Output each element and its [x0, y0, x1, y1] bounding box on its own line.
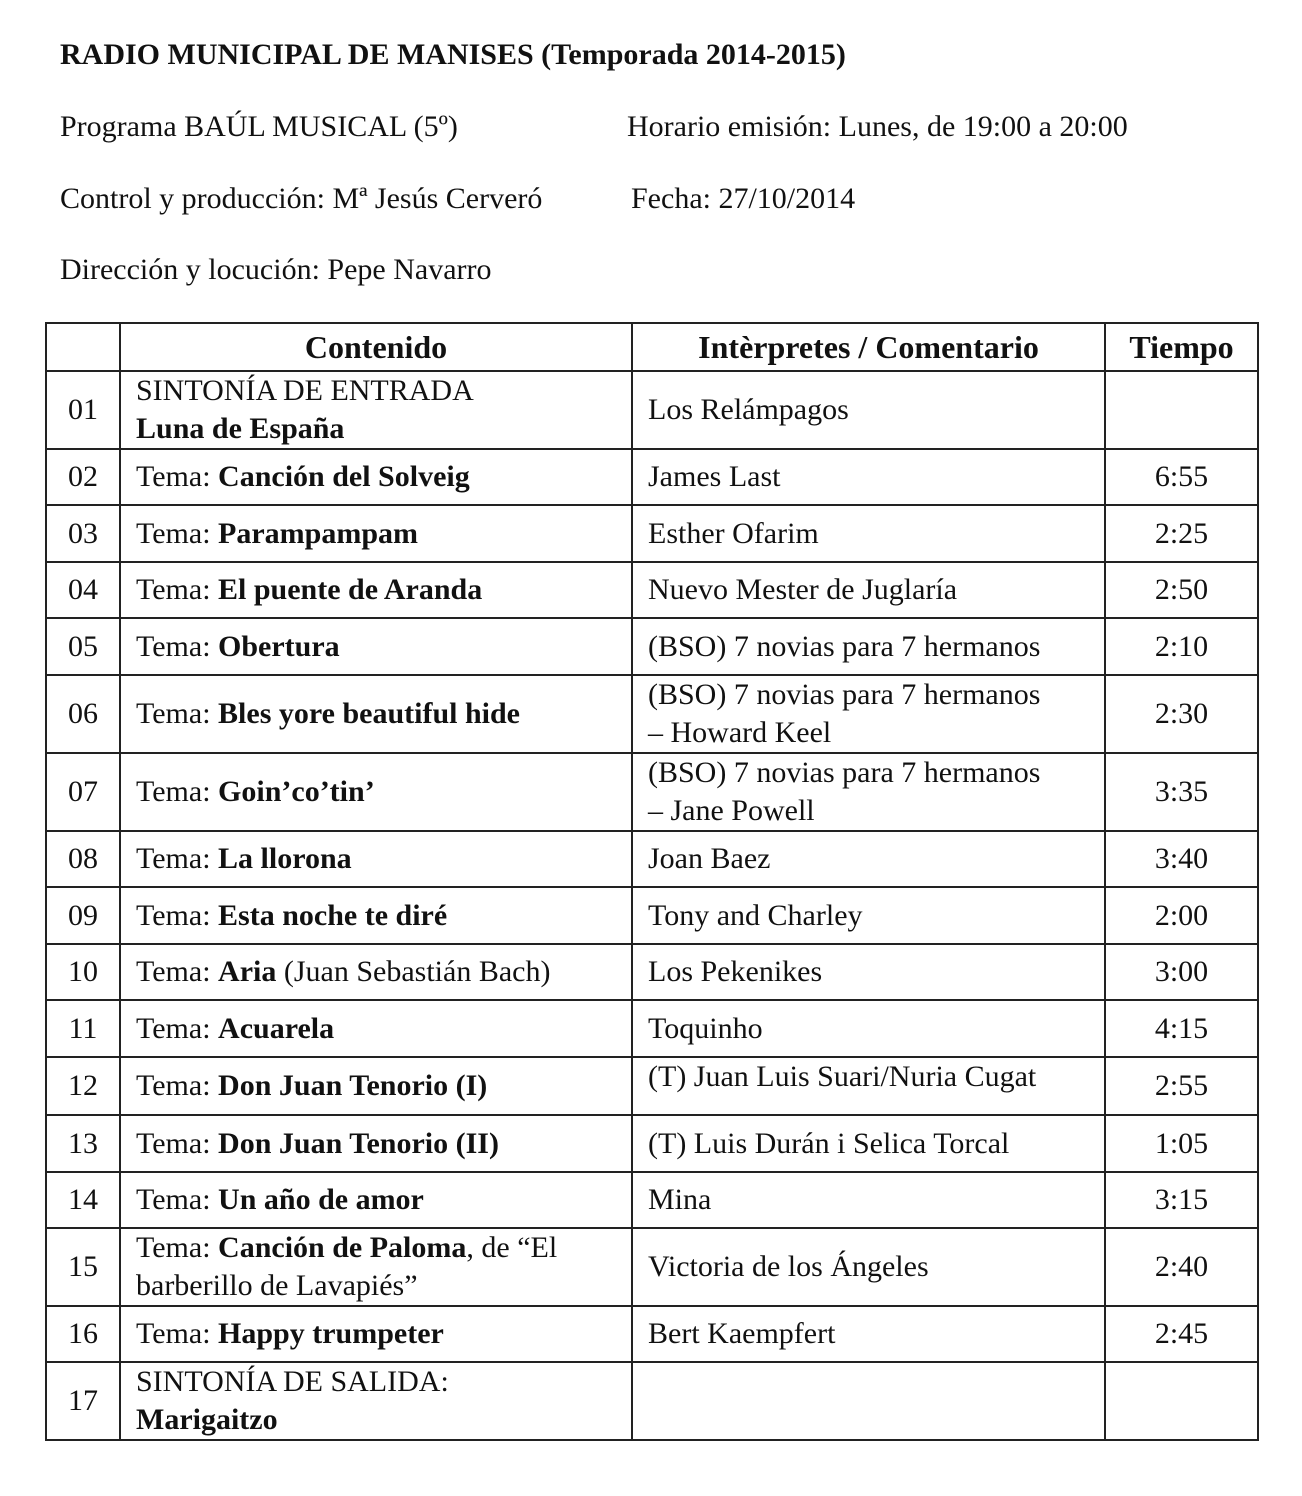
contenido-suffix: , de “El barberillo de Lavapiés” — [136, 1231, 565, 1302]
row-contenido — [120, 618, 632, 675]
header-contenido: Contenido — [120, 323, 632, 371]
row-interpretes — [632, 753, 1105, 831]
contenido-prefix: Tema: — [136, 573, 219, 606]
fecha-text: Fecha: 27/10/2014 — [631, 182, 856, 215]
contenido-title: Don Juan Tenorio (I) — [218, 1069, 488, 1102]
contenido-title: El puente de Aranda — [218, 573, 483, 606]
row-number: 04 — [46, 562, 120, 618]
row-tiempo: 2:30 — [1105, 675, 1258, 753]
row-tiempo: 6:55 — [1105, 449, 1258, 505]
table-row — [46, 675, 1258, 753]
programa-text: Programa BAÚL MUSICAL (5º) — [60, 110, 458, 143]
row-contenido — [120, 1362, 632, 1440]
row-contenido — [120, 753, 632, 831]
contenido-suffix: (Juan Sebastián Bach) — [276, 955, 551, 988]
table-row — [46, 831, 1258, 887]
interpretes-line-1: (BSO) 7 novias para 7 hermanos — [648, 629, 1041, 663]
contenido-title: Parampampam — [218, 516, 419, 550]
contenido-title: Happy trumpeter — [218, 1317, 444, 1350]
table-row — [46, 562, 1258, 618]
direccion-text: Dirección y locución: Pepe Navarro — [60, 253, 492, 286]
row-interpretes — [632, 562, 1105, 618]
row-interpretes — [632, 831, 1105, 887]
table-row — [46, 1115, 1258, 1172]
interpretes-line-1: James Last — [648, 460, 781, 493]
table-row — [46, 1172, 1258, 1228]
row-tiempo: 3:15 — [1105, 1172, 1258, 1228]
horario-text: Horario emisión: Lunes, de 19:00 a 20:00 — [627, 110, 1128, 143]
row-number: 05 — [46, 618, 120, 675]
contenido-title: Marigaitzo — [136, 1403, 278, 1436]
contenido-prefix: Tema: — [136, 1011, 219, 1045]
row-tiempo — [1105, 1362, 1258, 1440]
contenido-prefix: Tema: — [136, 898, 219, 932]
programa-line — [60, 110, 1128, 143]
contenido-prefix: Tema: — [136, 1231, 219, 1264]
interpretes-line-1: Mina — [648, 1183, 712, 1216]
table-row — [46, 1362, 1258, 1440]
row-interpretes — [632, 449, 1105, 505]
row-number: 10 — [46, 944, 120, 1000]
contenido-prefix: Tema: — [136, 1126, 219, 1160]
interpretes-line-1: Victoria de los Ángeles — [648, 1250, 929, 1283]
row-number: 13 — [46, 1115, 120, 1172]
table-row — [46, 753, 1258, 831]
row-tiempo: 4:15 — [1105, 1000, 1258, 1057]
contenido-title: Acuarela — [218, 1011, 335, 1045]
interpretes-line-2: – Howard Keel — [648, 716, 832, 749]
row-number: 14 — [46, 1172, 120, 1228]
row-tiempo: 3:35 — [1105, 753, 1258, 831]
header-num — [46, 323, 120, 371]
row-tiempo: 2:10 — [1105, 618, 1258, 675]
row-number: 08 — [46, 831, 120, 887]
contenido-title: Luna de España — [136, 412, 345, 445]
schedule-table — [45, 322, 1259, 1441]
contenido-prefix: Tema: — [136, 955, 219, 988]
table-row — [46, 887, 1258, 944]
row-contenido — [120, 562, 632, 618]
row-interpretes — [632, 675, 1105, 753]
row-tiempo: 2:00 — [1105, 887, 1258, 944]
contenido-title: Aria — [218, 955, 277, 988]
contenido-prefix: SINTONÍA DE ENTRADA — [136, 374, 474, 407]
row-interpretes — [632, 1172, 1105, 1228]
row-number: 01 — [46, 371, 120, 449]
row-contenido — [120, 1115, 632, 1172]
contenido-prefix: Tema: — [136, 1069, 219, 1102]
row-interpretes — [632, 371, 1105, 449]
table-row — [46, 1057, 1258, 1115]
contenido-title: Canción del Solveig — [218, 460, 470, 493]
row-number: 12 — [46, 1057, 120, 1115]
interpretes-line-1: (BSO) 7 novias para 7 hermanos — [648, 678, 1041, 711]
contenido-title: Obertura — [218, 629, 340, 663]
row-tiempo: 2:55 — [1105, 1057, 1258, 1115]
table-row — [46, 618, 1258, 675]
table-header-row — [46, 323, 1258, 371]
table-row — [46, 1228, 1258, 1306]
row-contenido — [120, 831, 632, 887]
row-number: 16 — [46, 1306, 120, 1362]
contenido-prefix: Tema: — [136, 460, 219, 493]
row-contenido — [120, 505, 632, 562]
interpretes-line-1: Los Relámpagos — [648, 393, 849, 426]
row-contenido — [120, 1172, 632, 1228]
interpretes-line-1: (T) Juan Luis Suari/Nuria Cugat — [648, 1060, 1037, 1093]
row-number: 17 — [46, 1362, 120, 1440]
interpretes-line-1: (BSO) 7 novias para 7 hermanos — [648, 756, 1041, 789]
contenido-title: Bles yore beautiful hide — [218, 697, 520, 730]
row-interpretes — [632, 1115, 1105, 1172]
contenido-title: Goin’co’tin’ — [218, 775, 375, 808]
row-tiempo: 1:05 — [1105, 1115, 1258, 1172]
contenido-prefix: Tema: — [136, 697, 219, 730]
row-number: 02 — [46, 449, 120, 505]
row-tiempo: 2:50 — [1105, 562, 1258, 618]
row-number: 06 — [46, 675, 120, 753]
document-title: RADIO MUNICIPAL DE MANISES (Temporada 2014-2015) — [60, 38, 846, 71]
interpretes-line-1: Bert Kaempfert — [648, 1317, 836, 1350]
interpretes-line-1: (T) Luis Durán i Selica Torcal — [648, 1126, 1010, 1160]
row-interpretes — [632, 618, 1105, 675]
row-tiempo — [1105, 371, 1258, 449]
table-row — [46, 371, 1258, 449]
row-contenido — [120, 449, 632, 505]
row-interpretes — [632, 1362, 1105, 1440]
row-contenido — [120, 944, 632, 1000]
row-number: 11 — [46, 1000, 120, 1057]
row-contenido — [120, 887, 632, 944]
row-interpretes — [632, 505, 1105, 562]
interpretes-line-1: Los Pekenikes — [648, 955, 823, 988]
row-interpretes — [632, 1000, 1105, 1057]
row-contenido — [120, 1057, 632, 1115]
contenido-prefix: Tema: — [136, 842, 219, 875]
interpretes-line-1: Nuevo Mester de Juglaría — [648, 573, 958, 606]
contenido-prefix: Tema: — [136, 516, 219, 550]
contenido-title: La llorona — [218, 842, 352, 875]
table-row — [46, 1000, 1258, 1057]
row-tiempo: 2:25 — [1105, 505, 1258, 562]
interpretes-line-1: Esther Ofarim — [648, 516, 819, 550]
contenido-title: Canción de Paloma — [218, 1231, 467, 1264]
row-interpretes — [632, 887, 1105, 944]
row-number: 15 — [46, 1228, 120, 1306]
row-number: 09 — [46, 887, 120, 944]
row-interpretes — [632, 944, 1105, 1000]
contenido-prefix: SINTONÍA DE SALIDA: — [136, 1365, 449, 1398]
table-row — [46, 1306, 1258, 1362]
row-tiempo: 3:40 — [1105, 831, 1258, 887]
row-interpretes — [632, 1228, 1105, 1306]
contenido-prefix: Tema: — [136, 1317, 219, 1350]
row-contenido — [120, 1306, 632, 1362]
row-tiempo: 3:00 — [1105, 944, 1258, 1000]
interpretes-line-1: Tony and Charley — [648, 898, 863, 932]
row-number: 07 — [46, 753, 120, 831]
row-contenido — [120, 1000, 632, 1057]
contenido-prefix: Tema: — [136, 1183, 219, 1216]
control-line — [60, 182, 856, 215]
table-row — [46, 449, 1258, 505]
table-row — [46, 944, 1258, 1000]
header-tiempo: Tiempo — [1105, 323, 1258, 371]
row-contenido — [120, 1228, 632, 1306]
row-tiempo: 2:45 — [1105, 1306, 1258, 1362]
control-text: Control y producción: Mª Jesús Cerveró — [60, 182, 543, 215]
interpretes-line-1: Joan Baez — [648, 842, 771, 875]
contenido-title: Un año de amor — [218, 1183, 424, 1216]
interpretes-line-1: Toquinho — [648, 1011, 763, 1045]
contenido-prefix: Tema: — [136, 775, 219, 808]
interpretes-line-2: – Jane Powell — [648, 794, 815, 827]
row-interpretes — [632, 1057, 1105, 1115]
row-interpretes — [632, 1306, 1105, 1362]
table-row — [46, 505, 1258, 562]
row-number: 03 — [46, 505, 120, 562]
row-tiempo: 2:40 — [1105, 1228, 1258, 1306]
row-contenido — [120, 675, 632, 753]
contenido-title: Don Juan Tenorio (II) — [218, 1126, 499, 1160]
header-interpretes: Intèrpretes / Comentario — [632, 323, 1105, 371]
contenido-title: Esta noche te diré — [218, 898, 448, 932]
row-contenido — [120, 371, 632, 449]
contenido-prefix: Tema: — [136, 629, 219, 663]
